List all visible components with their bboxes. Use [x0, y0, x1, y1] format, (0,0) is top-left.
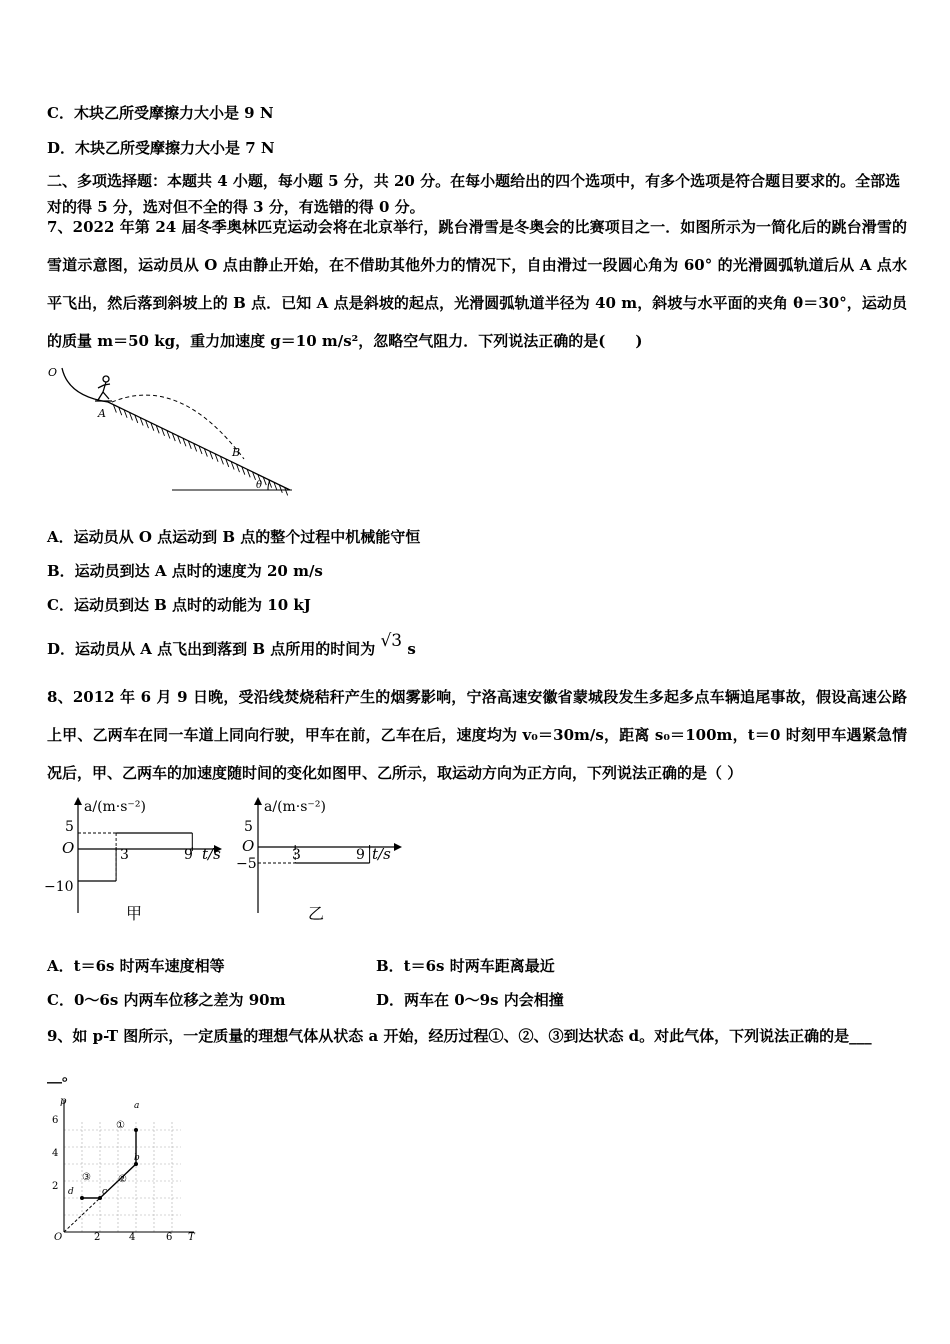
- pT-xlabel: T: [188, 1232, 195, 1243]
- jia-ylabel: a/(m·s⁻²): [84, 799, 146, 815]
- sqrt-three: √3: [380, 631, 403, 651]
- q7-option-b: B．运动员到达 A 点时的速度为 20 m/s: [47, 562, 323, 580]
- pT-xtick-4: 4: [129, 1232, 136, 1243]
- jia-origin: O: [62, 839, 75, 857]
- ski-jump-figure: [40, 362, 310, 494]
- option-d-prev: D．木块乙所受摩擦力大小是 7 N: [47, 139, 275, 157]
- pT-point-c: c: [102, 1187, 108, 1197]
- option-c-prev: C．木块乙所受摩擦力大小是 9 N: [47, 104, 274, 122]
- pT-point-d: d: [68, 1187, 74, 1197]
- theta-arc: [268, 480, 270, 490]
- q8-option-b: B．t＝6s 时两车距离最近: [376, 957, 555, 975]
- pT-origin: O: [54, 1232, 63, 1243]
- pT-point-b: b: [134, 1153, 140, 1163]
- jia-tick-3: 3: [120, 847, 129, 863]
- yi-tick-5: 5: [244, 819, 253, 835]
- q7-option-d: [47, 631, 416, 659]
- q7-option-a: A．运动员从 O 点运动到 B 点的整个过程中机械能守恒: [47, 528, 421, 546]
- state-point: [134, 1128, 138, 1132]
- jia-caption: 甲: [126, 904, 143, 923]
- pT-xtick-2: 2: [94, 1232, 101, 1243]
- q7-option-c: C．运动员到达 B 点时的动能为 10 kJ: [47, 596, 311, 614]
- yi-step-plot: [258, 845, 370, 863]
- question-8-stem: 8、2012 年 6 月 9 日晚，受沿线焚烧秸秆产生的烟雾影响，宁洛高速安徽省蒙城段发生多起多点车辆追尾事故，假设高速公路上甲、乙两车在同一车道上同向行驶，甲车在前，乙车在后，速度均为 v₀＝30m/s，距离 s₀＝100m，t＝0 时刻甲车遇紧急情况后，甲、乙两车的加速度随时间的变化如图甲、乙所示，取运动方向为正方向，下列说法正确的是（ ）: [47, 688, 907, 782]
- graph-jia: [40, 793, 240, 928]
- pT-graph: [44, 1092, 204, 1242]
- graph-yi: [232, 793, 432, 928]
- q8-option-d: D．两车在 0～9s 内会相撞: [376, 991, 564, 1009]
- pT-point-a: a: [134, 1101, 140, 1111]
- label-theta: θ: [256, 480, 263, 491]
- yi-tick-m5: −5: [236, 856, 257, 872]
- pT-ytick-2: 2: [52, 1181, 59, 1192]
- jia-xlabel: t/s: [202, 845, 221, 863]
- trajectory-dashed: [112, 395, 244, 459]
- q8-option-a: A．t＝6s 时两车速度相等: [47, 957, 225, 975]
- label-o: O: [48, 366, 58, 379]
- arc-track: [62, 368, 108, 402]
- jia-tick-m10: −10: [44, 879, 74, 895]
- pT-ylabel: p: [60, 1096, 67, 1107]
- question-9-stem: 9、如 p-T 图所示，一定质量的理想气体从状态 a 开始，经历过程①、②、③到达状态 d。对此气体，下列说法正确的是___: [47, 1027, 872, 1045]
- jia-step-plot: [78, 833, 192, 881]
- label-b: B: [232, 446, 241, 459]
- q8-option-c: C．0～6s 内两车位移之差为 90m: [47, 991, 286, 1009]
- yi-tick-9: 9: [356, 847, 365, 863]
- pT-process-2: ②: [118, 1174, 127, 1185]
- yi-xlabel: t/s: [372, 845, 391, 863]
- question-9-stem-end: __。: [47, 1066, 78, 1084]
- jia-tick-9: 9: [184, 847, 193, 863]
- question-7-stem: 7、2022 年第 24 届冬季奥林匹克运动会将在北京举行，跳台滑雪是冬奥会的比赛项目之一．如图所示为一简化后的跳台滑雪的雪道示意图，运动员从 O 点由静止开始，在不借助其他外力的情况下，自由滑过一段圆心角为 60° 的光滑圆弧轨道后从 A 点水平飞出，然后落到斜坡上的 B 点．已知 A 点是斜坡的起点，光滑圆弧轨道半径为 40 m，斜坡与水平面的夹角 θ＝30°，运动员的质量 m＝50 kg，重力加速度 g＝10 m/s²，忽略空气阻力．下列说法正确的是( ): [47, 218, 907, 350]
- pT-xtick-6: 6: [166, 1232, 173, 1243]
- pT-ytick-6: 6: [52, 1115, 59, 1126]
- pT-process-3: ③: [82, 1172, 91, 1183]
- yi-caption: 乙: [308, 904, 325, 923]
- q7-option-d-text: D．运动员从 A 点飞出到落到 B 点所用的时间为: [47, 640, 376, 658]
- skier-icon: [95, 376, 112, 401]
- state-point: [80, 1196, 84, 1200]
- yi-ylabel: a/(m·s⁻²): [264, 799, 326, 815]
- pT-process-1: ①: [116, 1120, 125, 1131]
- section-heading: 二、多项选择题：本题共 4 小题，每小题 5 分，共 20 分。在每小题给出的四个选项中，有多个选项是符合题目要求的。全部选对的得 5 分，选对但不全的得 3 分，有选错的得 0 分。: [47, 172, 901, 216]
- q7-option-d-unit: s: [407, 640, 416, 658]
- pT-ytick-4: 4: [52, 1148, 59, 1159]
- jia-tick-5: 5: [65, 819, 74, 835]
- yi-origin: O: [242, 837, 255, 855]
- yi-tick-3: 3: [292, 847, 301, 863]
- label-a: A: [98, 407, 106, 420]
